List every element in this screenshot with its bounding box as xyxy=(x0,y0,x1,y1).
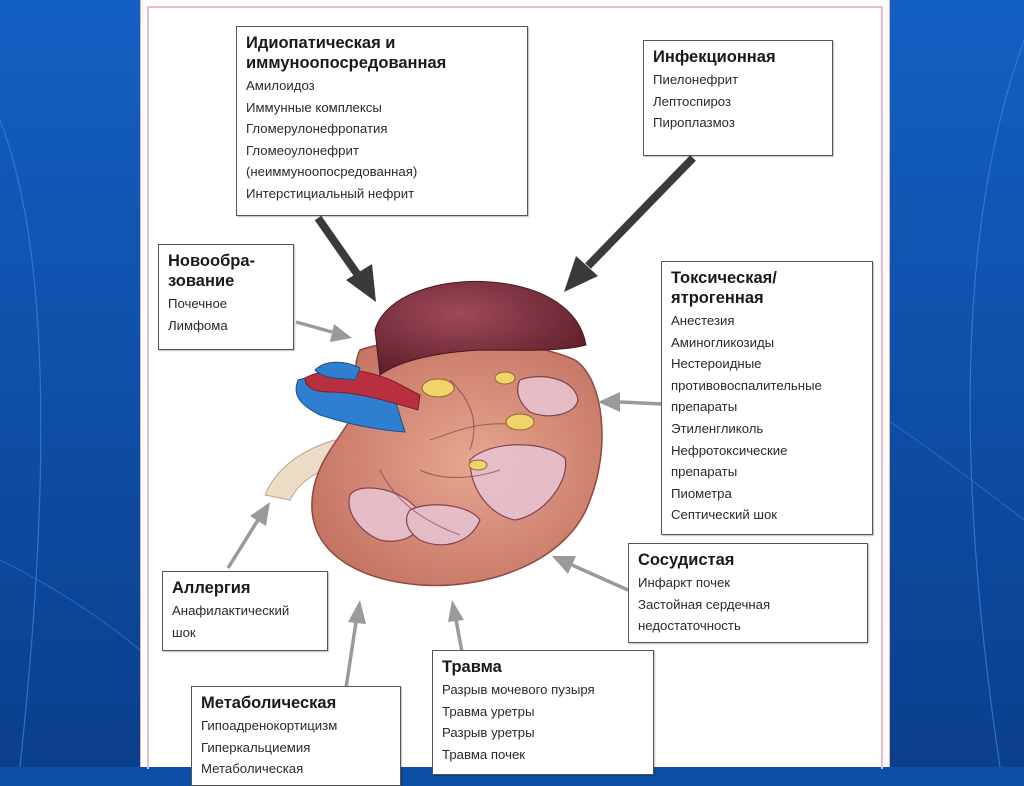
arrow-light-icon xyxy=(598,392,662,412)
toxic-item: Анестезия xyxy=(671,313,735,328)
neoplasia-box xyxy=(158,244,294,350)
arrow-light-icon xyxy=(346,600,366,688)
arrow-light-icon xyxy=(552,556,628,590)
toxic-item: Нестероидные xyxy=(671,356,762,372)
trauma-title: Травма xyxy=(442,658,502,676)
toxic-box xyxy=(661,261,873,535)
toxic-item: Этиленгликоль xyxy=(671,420,764,436)
metabolic-title: Метаболическая xyxy=(201,694,337,712)
neoplasia-title-line1: Новообра- xyxy=(168,252,256,270)
toxic-item: противовоспалительные xyxy=(671,377,822,393)
neoplasia-title-line2: зование xyxy=(168,272,235,290)
idiopathic-item: Амилоидоз xyxy=(246,78,315,93)
allergy-title: Аллергия xyxy=(172,579,251,597)
toxic-title-line2: ятрогенная xyxy=(671,289,764,307)
metabolic-item: Метаболическая xyxy=(201,761,304,777)
toxic-item: Аминогликозиды xyxy=(671,334,775,350)
trauma-item: Разрыв мочевого пузыря xyxy=(442,682,595,697)
idiopathic-item: Интерстициальный нефрит xyxy=(246,185,415,201)
vascular-title: Сосудистая xyxy=(638,551,735,569)
idiopathic-title-line1: Идиопатическая и xyxy=(246,34,396,52)
idiopathic-item: Иммунные комплексы xyxy=(246,99,382,115)
arrow-dark-icon xyxy=(318,218,376,302)
idiopathic-title-line2: иммуноопосредованная xyxy=(246,54,447,72)
metabolic-item: Гиперкальциемия xyxy=(201,739,311,755)
allergy-box xyxy=(162,571,328,651)
infectious-item: Лептоспироз xyxy=(653,93,732,109)
idiopathic-box xyxy=(236,26,528,216)
infectious-title: Инфекционная xyxy=(653,48,776,66)
trauma-item: Травма почек xyxy=(442,746,526,762)
toxic-item: Пиометра xyxy=(671,485,732,501)
allergy-item: Анафилактический xyxy=(172,603,290,618)
neoplasia-item: Почечное xyxy=(168,296,228,311)
arrow-light-icon xyxy=(448,600,464,652)
toxic-item: препараты xyxy=(671,399,738,415)
infectious-box xyxy=(643,40,833,156)
trauma-item: Разрыв уретры xyxy=(442,725,535,741)
vascular-item: недостаточность xyxy=(638,618,741,634)
toxic-item: Септический шок xyxy=(671,507,778,523)
idiopathic-item: Гломерулонефропатия xyxy=(246,121,388,137)
trauma-item: Травма уретры xyxy=(442,703,535,719)
toxic-title-line1: Токсическая/ xyxy=(671,269,777,287)
arrow-light-icon xyxy=(296,322,352,342)
idiopathic-item: (неиммуноопосредованная) xyxy=(246,164,418,180)
infectious-item: Пиелонефрит xyxy=(653,72,739,87)
infectious-item: Пироплазмоз xyxy=(653,115,735,131)
toxic-item: препараты xyxy=(671,464,738,480)
metabolic-item: Гипоадренокортицизм xyxy=(201,718,338,733)
vascular-item: Инфаркт почек xyxy=(638,575,731,590)
vascular-box xyxy=(628,543,868,643)
allergy-item: шок xyxy=(172,624,196,640)
idiopathic-item: Гломеоулонефрит xyxy=(246,142,359,158)
neoplasia-item: Лимфома xyxy=(168,317,228,333)
trauma-box xyxy=(432,650,654,775)
arrow-light-icon xyxy=(228,502,270,568)
vascular-item: Застойная сердечная xyxy=(638,596,771,612)
metabolic-box xyxy=(191,686,401,786)
toxic-item: Нефротоксические xyxy=(671,442,788,458)
